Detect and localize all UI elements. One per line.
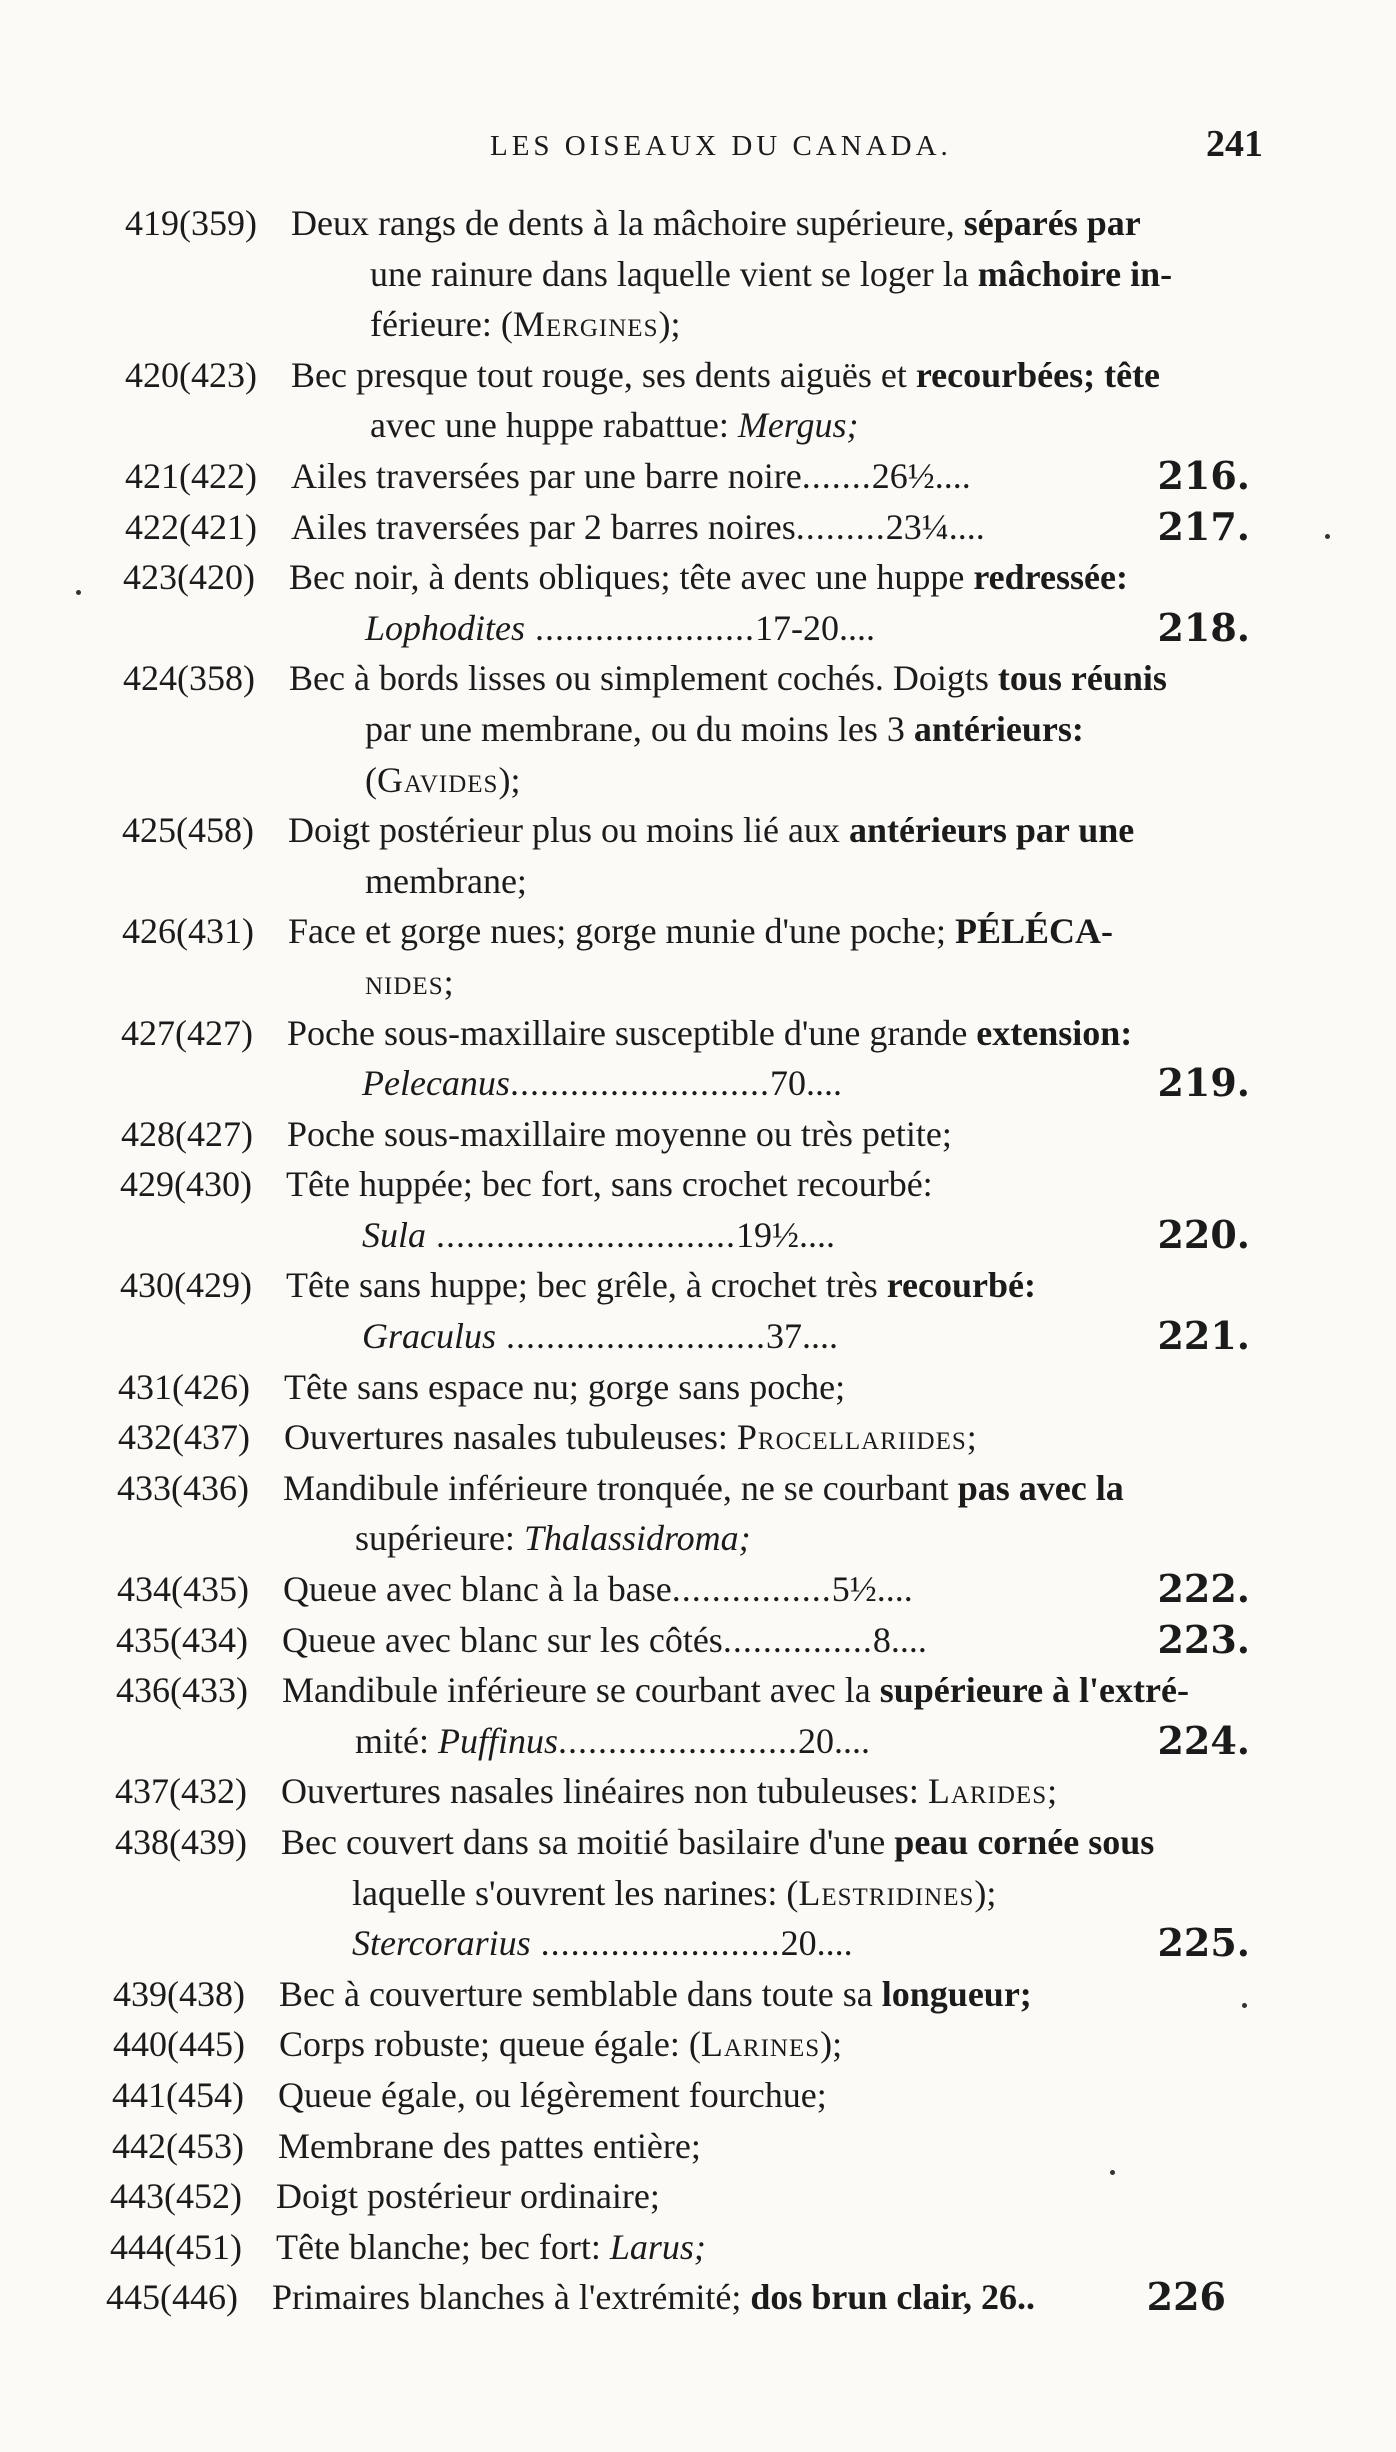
entry-number: 424(358) — [123, 658, 255, 699]
entry-text: 70.... — [769, 1063, 842, 1104]
entry-text: Poche sous-maxillaire moyenne ou très petite; — [287, 1113, 952, 1154]
entry-number: 428(427) — [121, 1113, 253, 1154]
entry-text: mité: — [355, 1720, 438, 1761]
entry-text: 20.... — [798, 1720, 871, 1761]
entry-first-line — [0, 653, 1396, 704]
entry-text: recourbées; tête — [915, 354, 1161, 395]
entry-number: 435(434) — [116, 1619, 248, 1660]
entry-first-line — [0, 198, 1396, 249]
entry-continuation-line — [0, 1311, 1396, 1362]
entry-text: ); — [974, 1872, 997, 1913]
entry-first-line — [0, 1362, 1396, 1413]
entry-first-line — [0, 552, 1396, 603]
entry-number: 433(436) — [117, 1467, 249, 1508]
entry-number: 427(427) — [121, 1012, 253, 1053]
key-entry — [0, 2171, 1396, 2222]
key-entry — [0, 1564, 1396, 1615]
entry-text: extension: — [976, 1012, 1133, 1053]
key-entries — [0, 198, 1396, 2323]
entry-text: Bec à bords lisses ou simplement cochés. Doigts — [289, 658, 998, 699]
entry-continuation-line — [0, 957, 1396, 1008]
running-head — [0, 122, 1396, 172]
key-entry — [0, 2272, 1396, 2323]
entry-text: recourbé: — [886, 1265, 1036, 1306]
entry-number: 444(451) — [110, 2226, 242, 2267]
entry-first-line — [0, 1008, 1396, 1059]
entry-number: 422(421) — [125, 506, 257, 547]
entry-first-line — [0, 350, 1396, 401]
family-name: nides — [365, 961, 444, 1002]
entry-text: 37.... — [766, 1316, 838, 1357]
entry-text: férieure: ( — [370, 304, 513, 345]
entry-text: Doigt postérieur ordinaire; — [276, 2176, 660, 2217]
entry-text: 8.... — [872, 1619, 927, 1660]
entry-text: Deux rangs de dents à la mâchoire supérieure, — [291, 203, 964, 243]
genus-name: Pelecanus — [362, 1063, 510, 1104]
entry-text: Primaires blanches à l'extrémité; — [272, 2277, 751, 2318]
key-entry — [0, 1817, 1396, 1969]
entry-text: Queue avec blanc à la base — [283, 1569, 672, 1610]
entry-text: Queue égale, ou légèrement fourchue; — [278, 2074, 827, 2115]
entry-text: dos brun clair, 26.. — [750, 2277, 1036, 2318]
entry-text: Face et gorge nues; gorge munie d'une poche; — [288, 911, 955, 952]
entry-text: Ouvertures nasales linéaires non tubuleuses: — [281, 1771, 928, 1812]
running-title: LES OISEAUX DU CANADA. — [490, 130, 952, 162]
entry-text: Queue avec blanc sur les côtés — [282, 1619, 723, 1660]
family-name: Mergines — [512, 304, 659, 345]
entry-first-line — [0, 1463, 1396, 1514]
genus-name: Sula — [362, 1214, 427, 1255]
entry-number: 440(445) — [113, 2024, 245, 2065]
entry-number: 438(439) — [115, 1822, 247, 1862]
ink-speck — [1110, 2170, 1115, 2175]
entry-number: 425(458) — [122, 810, 254, 851]
key-entry — [0, 1766, 1396, 1817]
key-entry — [0, 2019, 1396, 2070]
entry-text: Ailes traversées par 2 barres noires — [291, 506, 796, 547]
species-number: 222. — [1157, 1566, 1250, 1612]
dot-leader: ............... — [722, 1619, 873, 1660]
entry-text: redressée: — [973, 557, 1128, 598]
entry-continuation-line — [0, 400, 1396, 451]
key-entry — [0, 1615, 1396, 1666]
entry-first-line — [0, 2121, 1396, 2172]
entry-text: Mandibule inférieure se courbant avec la — [282, 1670, 880, 1711]
entry-first-line — [0, 2222, 1396, 2273]
species-number: 216. — [1157, 452, 1250, 498]
key-entry — [0, 1665, 1396, 1766]
entry-number: 437(432) — [115, 1771, 247, 1812]
entry-text: longueur; — [881, 1973, 1032, 2014]
species-number: 225. — [1157, 1920, 1250, 1966]
entry-first-line — [0, 906, 1396, 957]
dot-leader: ...................... — [525, 607, 756, 648]
species-number: 220. — [1157, 1211, 1250, 1257]
entry-continuation-line — [0, 856, 1396, 907]
dot-leader: ........................ — [530, 1923, 781, 1964]
genus-name: Stercorarius — [352, 1923, 531, 1964]
entry-number: 443(452) — [110, 2176, 242, 2217]
entry-continuation-line — [0, 1918, 1396, 1969]
key-entry — [0, 1463, 1396, 1564]
entry-text: 5½.... — [831, 1569, 913, 1610]
entry-text: Doigt postérieur plus ou moins lié aux — [288, 810, 849, 851]
entry-continuation-line — [0, 299, 1396, 350]
entry-text: PÉLÉCA- — [954, 911, 1113, 952]
genus-name: Lophodites — [365, 607, 526, 648]
entry-text: ); — [820, 2024, 843, 2065]
entry-first-line — [0, 1615, 1396, 1666]
entry-text: Bec à couverture semblable dans toute sa — [279, 1973, 882, 2014]
entry-text: tous réunis — [997, 658, 1167, 699]
entry-text: Tête sans huppe; bec grêle, à crochet très — [286, 1265, 887, 1306]
entry-text: Bec noir, à dents obliques; tête avec une huppe — [289, 557, 974, 598]
entry-text: 23¼.... — [885, 506, 985, 547]
entry-continuation-line — [0, 704, 1396, 755]
entry-continuation-line — [0, 1716, 1396, 1767]
entry-text: ); — [498, 759, 521, 800]
family-name: Lestridines — [798, 1872, 975, 1913]
family-name: Gavides — [377, 759, 499, 800]
entry-text: membrane; — [365, 860, 527, 901]
dot-leader: .......................... — [509, 1063, 770, 1104]
entry-continuation-line — [0, 1513, 1396, 1564]
key-entry — [0, 1008, 1396, 1109]
entry-text: Tête sans espace nu; gorge sans poche; — [284, 1366, 846, 1407]
dot-leader: ....... — [801, 455, 872, 496]
entry-number: 439(438) — [113, 1973, 245, 2014]
entry-text: Poche sous-maxillaire susceptible d'une grande — [287, 1012, 977, 1053]
key-entry — [0, 906, 1396, 1007]
species-number: 221. — [1157, 1313, 1250, 1359]
entry-text: 17-20.... — [755, 607, 876, 648]
key-entry — [0, 451, 1396, 502]
entry-text: séparés par — [963, 203, 1141, 243]
entry-first-line — [0, 1109, 1396, 1160]
entry-text: ; — [443, 961, 454, 1002]
dot-leader: ........................ — [558, 1720, 799, 1761]
genus-name: Larus; — [609, 2226, 706, 2267]
entry-first-line — [0, 451, 1396, 502]
entry-first-line — [0, 1260, 1396, 1311]
family-name: Larides — [927, 1771, 1048, 1812]
entry-text: 26½.... — [871, 455, 971, 496]
entry-text: 20.... — [780, 1923, 853, 1964]
key-entry — [0, 1260, 1396, 1361]
entry-number: 432(437) — [118, 1417, 250, 1458]
entry-text: Bec presque tout rouge, ses dents aiguës et — [291, 354, 916, 395]
dot-leader: .......................... — [496, 1316, 766, 1357]
ink-speck — [1325, 534, 1330, 539]
entry-number: 436(433) — [116, 1670, 248, 1711]
entry-number: 421(422) — [125, 455, 257, 496]
ink-speck — [76, 590, 81, 595]
genus-name: Puffinus — [438, 1720, 559, 1761]
entry-text: pas avec la — [957, 1467, 1124, 1508]
key-entry — [0, 1109, 1396, 1160]
entry-number: 434(435) — [117, 1569, 249, 1610]
entry-text: une rainure dans laquelle vient se loger la — [370, 253, 978, 294]
entry-continuation-line — [0, 755, 1396, 806]
entry-text: supérieure: — [355, 1518, 524, 1559]
entry-first-line — [0, 1766, 1396, 1817]
entry-text: par une membrane, ou du moins les 3 — [365, 708, 914, 749]
entry-text: laquelle s'ouvrent les narines: ( — [352, 1872, 799, 1913]
entry-number: 441(454) — [112, 2074, 244, 2115]
entry-text: ; — [966, 1417, 977, 1458]
page-number: 241 — [1206, 123, 1263, 165]
species-number: 218. — [1157, 604, 1250, 650]
key-entry — [0, 552, 1396, 653]
entry-text: Corps robuste; queue égale: ( — [279, 2024, 701, 2065]
entry-first-line — [0, 502, 1396, 553]
family-name: Larines — [700, 2024, 821, 2065]
ink-speck — [1242, 2003, 1247, 2008]
entry-text: antérieurs: — [913, 708, 1084, 749]
key-entry — [0, 2222, 1396, 2273]
entry-continuation-line — [0, 1868, 1396, 1919]
entry-number: 445(446) — [106, 2277, 238, 2318]
entry-first-line — [0, 2019, 1396, 2070]
entry-first-line — [0, 805, 1396, 856]
entry-text: antérieurs par une — [848, 810, 1135, 851]
entry-first-line — [0, 1665, 1396, 1716]
entry-text: mâchoire in- — [977, 253, 1173, 294]
dot-leader: ................ — [671, 1569, 832, 1610]
entry-text: Bec couvert dans sa moitié basilaire d'une — [281, 1822, 895, 1862]
entry-first-line — [0, 1817, 1396, 1868]
family-name: Procellariides — [736, 1417, 967, 1458]
entry-continuation-line — [0, 603, 1396, 654]
species-number: 224. — [1157, 1717, 1250, 1763]
species-number: 217. — [1157, 503, 1250, 549]
entry-text: Ouvertures nasales tubuleuses: — [284, 1417, 737, 1458]
entry-number: 431(426) — [118, 1366, 250, 1407]
entry-number: 442(453) — [112, 2125, 244, 2166]
entry-text: ); — [658, 304, 681, 345]
entry-text: Mandibule inférieure tronquée, ne se courbant — [283, 1467, 958, 1508]
key-entry — [0, 350, 1396, 451]
key-entry — [0, 653, 1396, 805]
entry-text: 19½.... — [736, 1214, 836, 1255]
dot-leader: ......... — [795, 506, 886, 547]
genus-name: Mergus; — [737, 405, 859, 446]
entry-first-line — [0, 1412, 1396, 1463]
entry-continuation-line — [0, 249, 1396, 300]
species-number: 226 — [1146, 2274, 1226, 2320]
entry-text: Membrane des pattes entière; — [278, 2125, 701, 2166]
entry-text: Tête blanche; bec fort: — [276, 2226, 610, 2267]
entry-continuation-line — [0, 1058, 1396, 1109]
key-entry — [0, 1412, 1396, 1463]
entry-text: Ailes traversées par une barre noire — [291, 455, 802, 496]
dot-leader: .............................. — [426, 1214, 737, 1255]
entry-text: peau cornée sous — [894, 1822, 1155, 1862]
entry-first-line — [0, 1969, 1396, 2020]
entry-first-line — [0, 2070, 1396, 2121]
entry-first-line — [0, 2272, 1396, 2323]
entry-first-line — [0, 2171, 1396, 2222]
entry-text: ( — [365, 759, 377, 800]
entry-first-line — [0, 1564, 1396, 1615]
entry-number: 419(359) — [125, 203, 257, 243]
genus-name: Thalassidroma; — [523, 1518, 751, 1559]
entry-number: 426(431) — [122, 911, 254, 952]
entry-continuation-line — [0, 1210, 1396, 1261]
entry-number: 423(420) — [123, 557, 255, 598]
species-number: 219. — [1157, 1060, 1250, 1106]
genus-name: Graculus — [362, 1316, 496, 1357]
entry-text: ; — [1047, 1771, 1058, 1812]
key-entry — [0, 2121, 1396, 2172]
entry-number: 420(423) — [125, 354, 257, 395]
key-entry — [0, 805, 1396, 906]
species-number: 223. — [1157, 1616, 1250, 1662]
key-entry — [0, 1362, 1396, 1413]
key-entry — [0, 198, 1396, 350]
entry-number: 429(430) — [120, 1164, 252, 1205]
entry-text: supérieure à l'extré- — [879, 1670, 1189, 1711]
entry-number: 430(429) — [120, 1265, 252, 1306]
key-entry — [0, 502, 1396, 553]
key-entry — [0, 1159, 1396, 1260]
key-entry — [0, 1969, 1396, 2020]
key-entry — [0, 2070, 1396, 2121]
entry-text: Tête huppée; bec fort, sans crochet recourbé: — [286, 1164, 933, 1205]
entry-text: avec une huppe rabattue: — [370, 405, 738, 446]
entry-first-line — [0, 1159, 1396, 1210]
